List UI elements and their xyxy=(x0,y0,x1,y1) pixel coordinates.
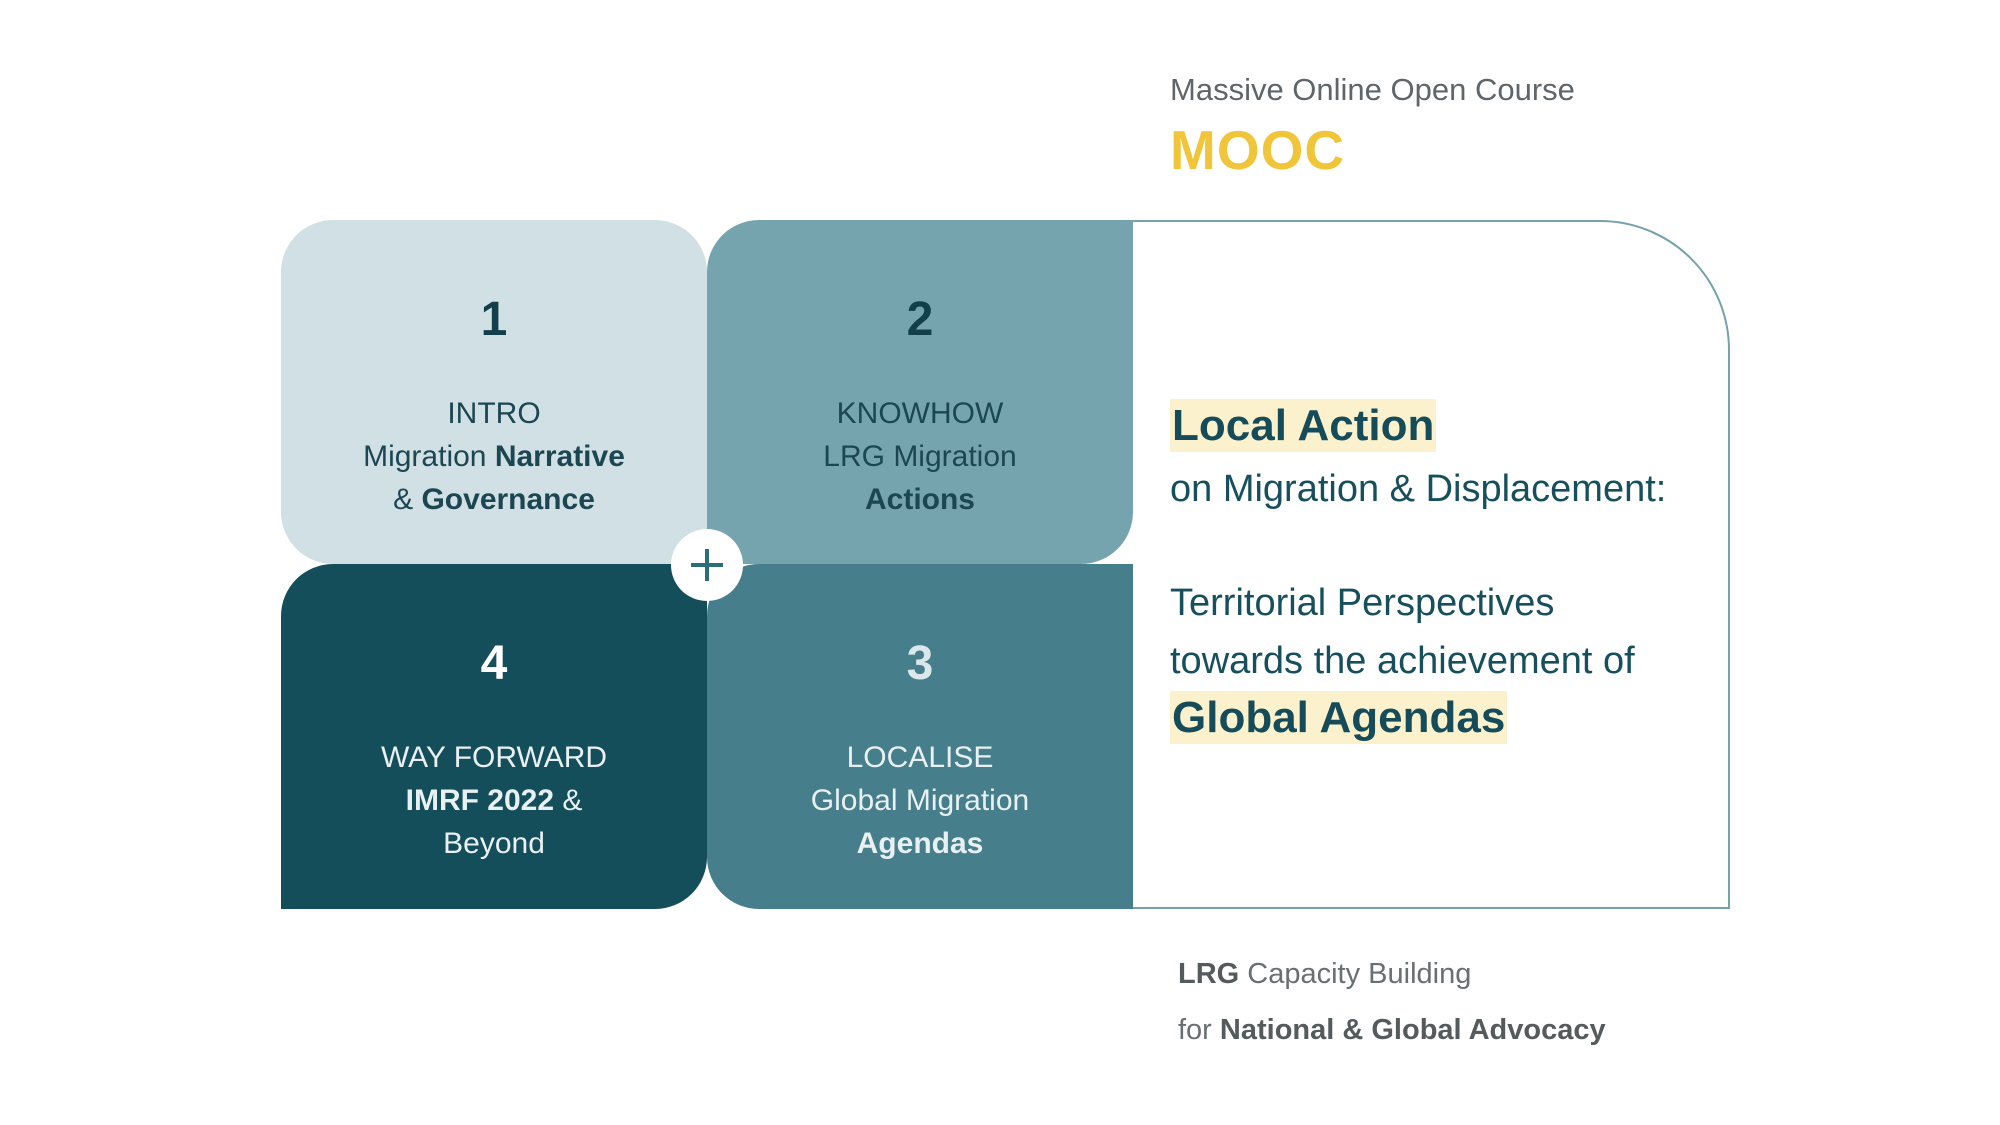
footer-line-1 xyxy=(1178,958,1471,991)
panel-line-towards: towards the achievement of xyxy=(1170,640,1635,682)
module-line-3: Actions xyxy=(864,483,975,516)
module-number: 1 xyxy=(480,293,508,346)
panel-line-local-action xyxy=(1170,398,1436,454)
module-text-bold: Narrative xyxy=(494,440,625,473)
module-number: 4 xyxy=(480,637,508,690)
module-label: INTRO xyxy=(447,397,541,430)
module-line-2: LRG Migration xyxy=(823,440,1017,473)
module-line-3: Beyond xyxy=(443,827,545,860)
module-label: KNOWHOW xyxy=(836,397,1004,430)
module-text-bold: Governance xyxy=(421,483,595,516)
module-line-2: Global Migration xyxy=(810,784,1030,817)
panel-line-global-agendas xyxy=(1170,690,1507,746)
module-line-3: Agendas xyxy=(856,827,984,860)
module-text: Migration xyxy=(363,440,495,473)
footer-line-2 xyxy=(1178,1014,1606,1047)
highlight-global-agendas: Global Agendas xyxy=(1172,693,1506,742)
footer-text: for xyxy=(1178,1014,1220,1046)
course-title: MOOC xyxy=(1170,119,1346,181)
module-number: 3 xyxy=(906,637,934,690)
module-line-2 xyxy=(281,779,707,822)
module-text: & xyxy=(554,784,583,817)
module-tile-3[interactable] xyxy=(707,564,1133,909)
module-tile-4[interactable] xyxy=(281,564,707,909)
plus-icon xyxy=(671,529,743,601)
highlight-local-action: Local Action xyxy=(1172,401,1435,450)
module-text: & xyxy=(393,483,422,516)
footer-text: Capacity Building xyxy=(1239,958,1472,990)
module-tile-1[interactable] xyxy=(281,220,707,564)
course-subtitle: Massive Online Open Course xyxy=(1170,72,1575,107)
module-label: LOCALISE xyxy=(846,741,994,774)
footer-bold-advocacy: National & Global Advocacy xyxy=(1219,1014,1606,1046)
module-tile-2[interactable] xyxy=(707,220,1133,564)
module-label: WAY FORWARD xyxy=(380,741,608,774)
module-line-3 xyxy=(281,478,707,521)
panel-line-territorial: Territorial Perspectives xyxy=(1170,582,1555,624)
module-line-2 xyxy=(281,435,707,478)
panel-line-migration: on Migration & Displacement: xyxy=(1170,468,1667,510)
module-number: 2 xyxy=(906,293,934,346)
footer-bold-lrg: LRG xyxy=(1178,958,1240,990)
module-text-bold: IMRF 2022 xyxy=(405,784,555,817)
